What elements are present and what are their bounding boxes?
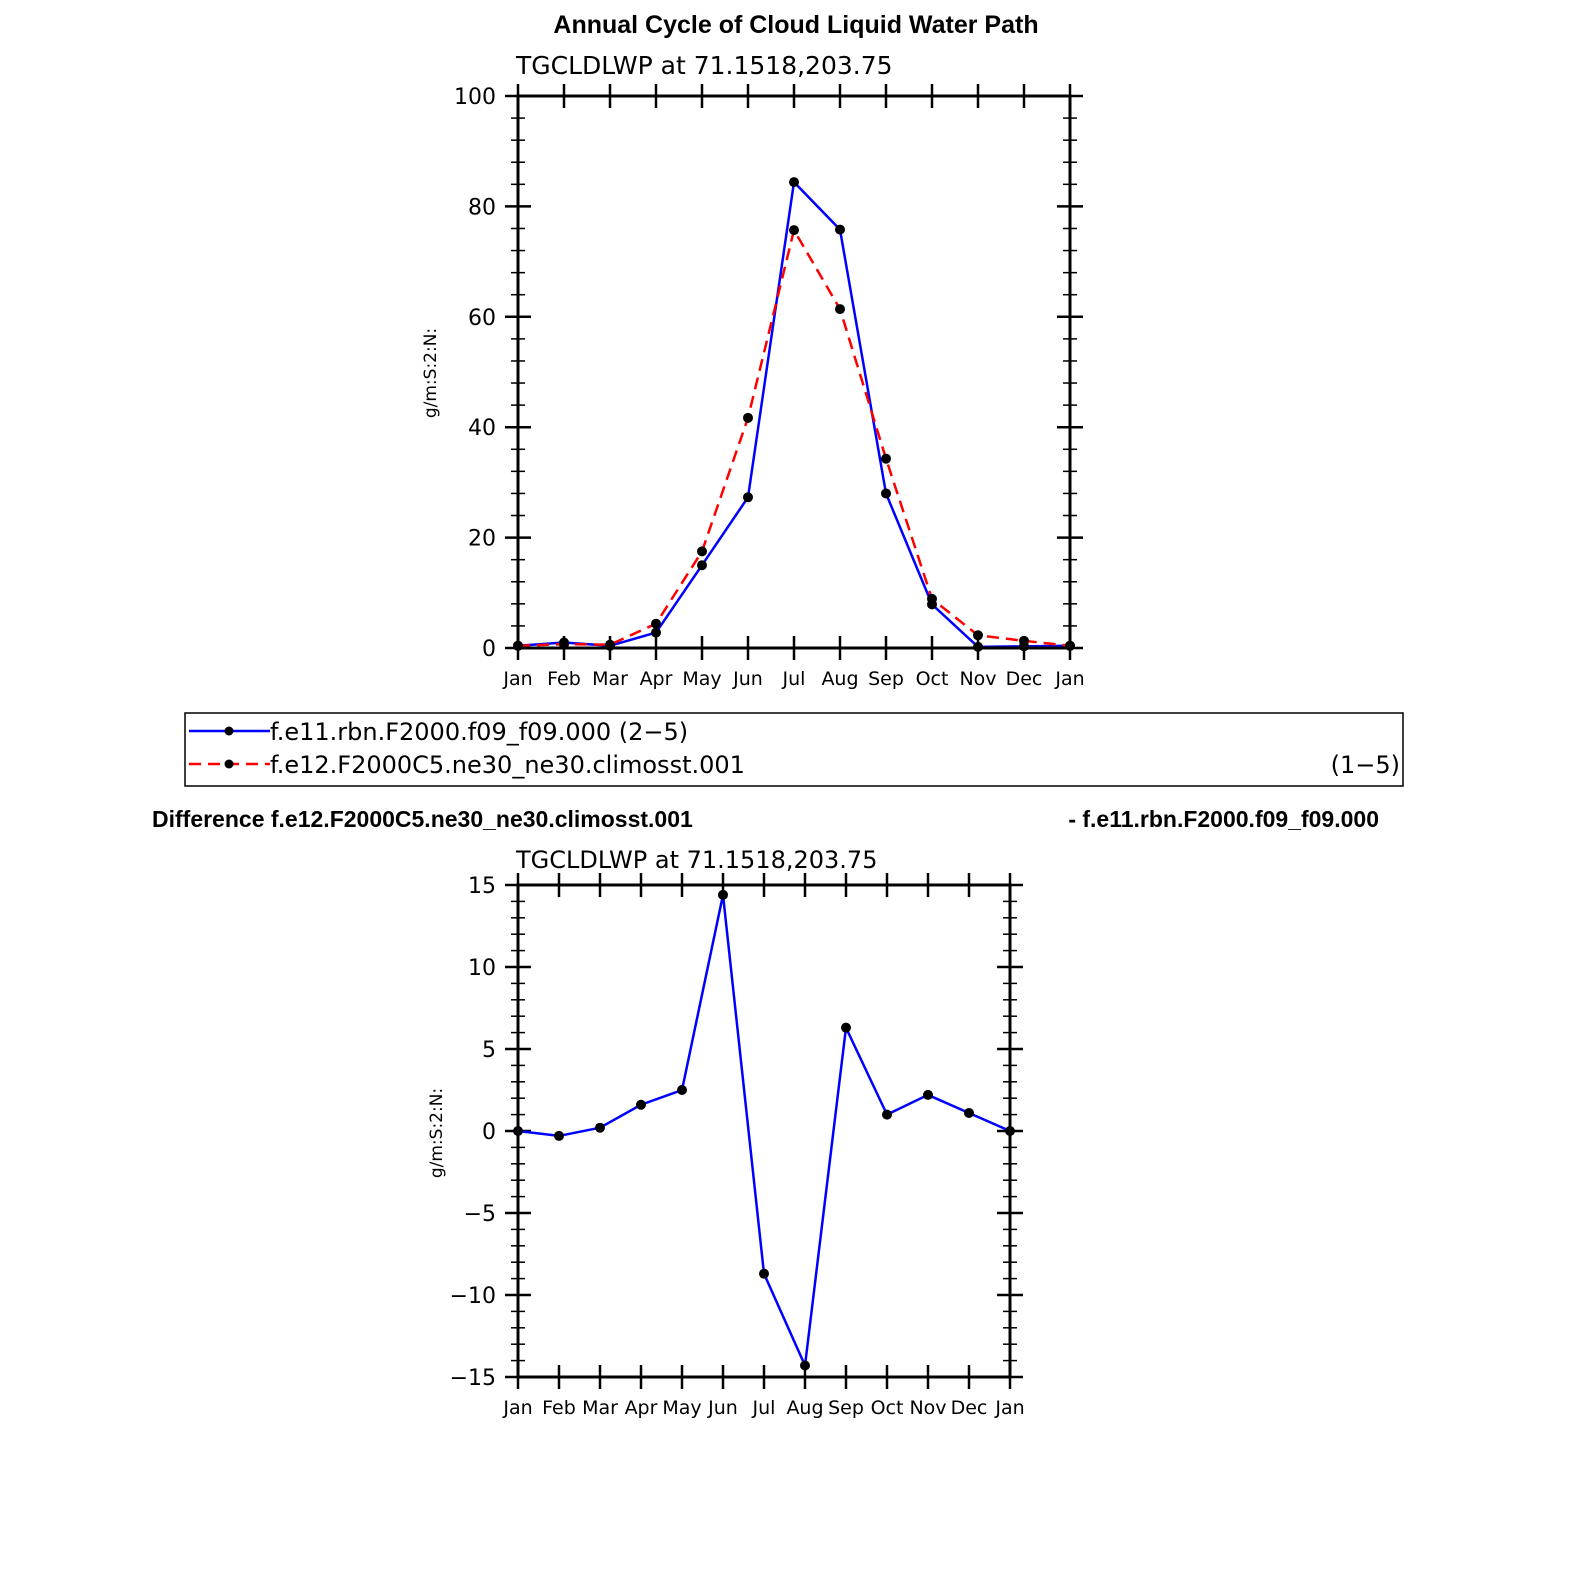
bottom-chart-x-tick-label: Dec (950, 1397, 988, 1419)
top-chart-x-tick-label: May (682, 668, 722, 690)
top-chart-series-2-point (789, 225, 799, 235)
top-chart-series-1-point (697, 560, 707, 570)
top-chart-series-2-point (1019, 636, 1029, 646)
bottom-chart-series-1-point (718, 890, 728, 900)
bottom-chart-y-tick-label: −10 (449, 1284, 496, 1309)
top-chart-series-2-point (973, 630, 983, 640)
bottom-chart-series-1-point (759, 1269, 769, 1279)
bottom-chart-series-line-1 (518, 895, 1010, 1366)
legend-swatch-marker-1 (225, 727, 234, 736)
bottom-chart-x-tick-label: Jan (995, 1397, 1025, 1419)
bottom-chart-title-left: Difference f.e12.F2000C5.ne30_ne30.climosst.001 (152, 806, 693, 832)
bottom-chart-y-tick-label: 0 (482, 1120, 496, 1145)
top-chart-series-2-point (743, 413, 753, 423)
top-chart-ticks (505, 84, 1083, 660)
bottom-chart-x-tick-label: Mar (582, 1397, 618, 1419)
bottom-chart-y-tick-labels (450, 874, 496, 1391)
bottom-chart-series-1-point (923, 1090, 933, 1100)
top-chart-x-tick-label: Nov (959, 668, 997, 690)
top-chart-subtitle: TGCLDLWP at 71.1518,203.75 (516, 51, 893, 80)
bottom-chart-y-tick-label: 15 (468, 874, 496, 899)
bottom-chart-x-tick-label: Aug (786, 1397, 824, 1419)
top-chart-x-tick-label: Dec (1005, 668, 1043, 690)
top-chart-x-tick-label: Apr (639, 668, 673, 690)
bottom-chart-x-tick-label: Jul (752, 1397, 776, 1419)
legend (185, 713, 1403, 786)
bottom-chart-x-tick-label: Sep (828, 1397, 864, 1419)
top-chart-y-tick-label: 80 (468, 195, 496, 221)
top-chart-x-tick-label: Aug (821, 668, 859, 690)
bottom-chart-x-tick-label: Jan (503, 1397, 533, 1419)
bottom-chart-series-1-point (677, 1085, 687, 1095)
top-chart-x-tick-label: Oct (915, 668, 949, 690)
top-chart-x-tick-label: Mar (592, 668, 628, 690)
bottom-chart-x-tick-labels (502, 1397, 1024, 1419)
top-chart-series-1-point (881, 488, 891, 498)
top-chart-y-tick-labels (454, 85, 496, 662)
legend-label-1: f.e11.rbn.F2000.f09_f09.000 (2−5) (270, 718, 689, 746)
bottom-chart-x-tick-label: Jun (708, 1397, 738, 1419)
legend-entry-2 (189, 751, 745, 779)
bottom-chart-y-tick-label: −5 (463, 1202, 496, 1227)
bottom-chart-series (513, 890, 1015, 1371)
legend-label-2: f.e12.F2000C5.ne30_ne30.climosst.001 (270, 751, 745, 779)
top-chart-x-tick-label: Feb (547, 668, 581, 690)
bottom-chart-series-1-point (841, 1023, 851, 1033)
top-chart-series-line-2 (518, 230, 1070, 646)
bottom-chart-title-right: - f.e11.rbn.F2000.f09_f09.000 (1068, 806, 1379, 832)
bottom-chart-series-1-point (636, 1100, 646, 1110)
top-chart-series-2-point (881, 454, 891, 464)
bottom-chart-y-tick-label: 10 (468, 956, 496, 981)
top-chart-series (513, 177, 1075, 652)
top-chart-y-tick-label: 100 (454, 85, 496, 110)
legend-swatch-marker-2 (225, 760, 234, 769)
bottom-chart-x-tick-label: Nov (909, 1397, 947, 1419)
top-chart-x-tick-label: Jan (503, 668, 533, 690)
top-chart-y-tick-label: 0 (482, 637, 496, 662)
top-chart-series-1-point (651, 628, 661, 638)
bottom-chart-y-axis-label: g/m:S:2:N: (427, 1087, 447, 1179)
bottom-chart-x-tick-label: Feb (542, 1397, 576, 1419)
bottom-chart-series-1-point (595, 1123, 605, 1133)
top-chart (421, 11, 1085, 690)
top-chart-series-2-point (927, 594, 937, 604)
bottom-chart-series-1-point (882, 1110, 892, 1120)
bottom-chart (152, 806, 1379, 1419)
bottom-chart-series-1-point (800, 1361, 810, 1371)
top-chart-x-tick-label: Sep (868, 668, 904, 690)
top-chart-series-1-point (743, 492, 753, 502)
legend-entry-1 (189, 718, 688, 746)
top-chart-x-tick-label: Jan (1055, 668, 1085, 690)
bottom-chart-x-tick-label: Oct (870, 1397, 904, 1419)
top-chart-series-2-point (651, 619, 661, 629)
bottom-chart-series-1-point (964, 1108, 974, 1118)
top-chart-y-tick-label: 60 (468, 305, 496, 331)
top-chart-series-line-1 (518, 182, 1070, 647)
bottom-chart-y-tick-label: −15 (449, 1366, 496, 1391)
top-chart-series-1-point (789, 177, 799, 187)
top-chart-y-tick-label: 40 (468, 416, 496, 442)
top-chart-series-1-point (835, 225, 845, 235)
top-chart-y-axis-label: g/m:S:2:N: (421, 327, 441, 419)
top-chart-series-2-point (697, 546, 707, 556)
bottom-chart-series-1-point (554, 1131, 564, 1141)
top-chart-series-2-point (835, 304, 845, 314)
bottom-chart-y-tick-label: 5 (482, 1038, 496, 1063)
legend-right-note: (1−5) (1330, 751, 1400, 779)
bottom-chart-frame (518, 885, 1010, 1377)
top-chart-title: Annual Cycle of Cloud Liquid Water Path (553, 11, 1039, 39)
top-chart-x-tick-label: Jul (782, 668, 806, 690)
top-chart-x-tick-labels (502, 668, 1084, 690)
top-chart-x-tick-label: Jun (733, 668, 763, 690)
bottom-chart-x-tick-label: Apr (624, 1397, 658, 1419)
bottom-chart-subtitle: TGCLDLWP at 71.1518,203.75 (516, 846, 878, 874)
bottom-chart-x-tick-label: May (662, 1397, 702, 1419)
top-chart-y-tick-label: 20 (468, 526, 496, 552)
